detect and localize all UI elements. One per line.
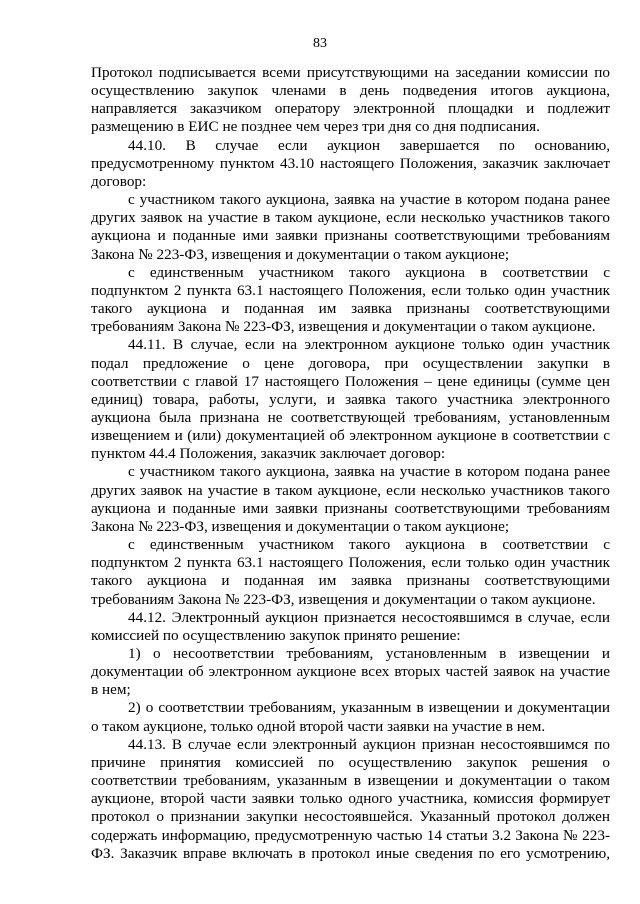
paragraph-44-12-item-1: 1) о несоответствии требованиям, установленным в извещении и документации об электронном аукционе всех вторых частей заявок на участие в нем; [91, 645, 610, 699]
page-number: 83 [313, 36, 327, 51]
paragraph-44-11-item-earliest-bid: с участником такого аукциона, заявка на участие в котором подана ранее других заявок на участие в таком аукционе, если несколько участников такого аукциона и поданные ими заявки признаны соответствующими требованиям Закона № 223-ФЗ, извещения и документации о таком аукционе; [91, 463, 610, 535]
paragraph-protocol-signing: Протокол подписывается всеми присутствующими на заседании комиссии по осуществлению закупок членами в день подведения итогов аукциона, направляется заказчиком оператору электронной площадки и подлежит размещению в ЕИС не позднее чем через три дня со дня подписания. [91, 64, 610, 136]
paragraph-44-10-item-sole-participant: с единственным участником такого аукциона в соответствии с подпунктом 2 пункта 63.1 настоящего Положения, если только один участник такого аукциона и поданная им заявка признаны соответствующими требованиям Закона № 223-ФЗ, извещения и документации о таком аукционе. [91, 263, 610, 336]
document-body [91, 64, 610, 863]
paragraph-44-12-item-2: 2) о соответствии требованиям, указанным в извещении и документации о таком аукционе, только одной второй части заявки на участие в нем. [91, 699, 610, 735]
paragraph-44-11-item-sole-participant: с единственным участником такого аукциона в соответствии с подпунктом 2 пункта 63.1 настоящего Положения, если только один участник такого аукциона и поданная им заявка признаны соответствующими требованиям Закона № 223-ФЗ, извещения и документации о таком аукционе. [91, 536, 610, 608]
paragraph-44-10-item-earliest-bid: с участником такого аукциона, заявка на участие в котором подана ранее других заявок на участие в таком аукционе, если несколько участников такого аукциона и поданные ими заявки признаны соответствующими требованиям Закона № 223-ФЗ, извещения и документации о таком аукционе; [91, 191, 610, 263]
paragraph-44-12: 44.12. Электронный аукцион признается несостоявшимся в случае, если комиссией по осуществлению закупок принято решение: [91, 608, 610, 644]
paragraph-44-13: 44.13. В случае если электронный аукцион признан несостоявшимся по причине принятия комиссией по осуществлению закупок решения о соответствии требованиям, указанным в извещении и документации о таком аукционе, второй части заявки только одного участника, комиссия формирует протокол о признании закупки несостоявшейся. Указанный протокол должен содержать информацию, предусмотренную частью 14 статьи 3.2 Закона № 223-ФЗ. Заказчик вправе включать в протокол иные сведения по его усмотрению, [91, 735, 610, 862]
paragraph-44-10: 44.10. В случае если аукцион завершается по основанию, предусмотренному пунктом 43.10 настоящего Положения, заказчик заключает договор: [91, 136, 610, 190]
paragraph-44-11: 44.11. В случае, если на электронном аукционе только один участник подал предложение о цене договора, при осуществлении закупки в соответствии с главой 17 настоящего Положения – цене единицы (сумме цен единиц) товара, работы, услуги, и заявка такого участника электронного аукциона была признана не соответствующей требованиям, установленным извещением и (или) документацией об электронном аукционе в соответствии с пунктом 44.4 Положения, заказчик заключает договор: [91, 336, 610, 463]
